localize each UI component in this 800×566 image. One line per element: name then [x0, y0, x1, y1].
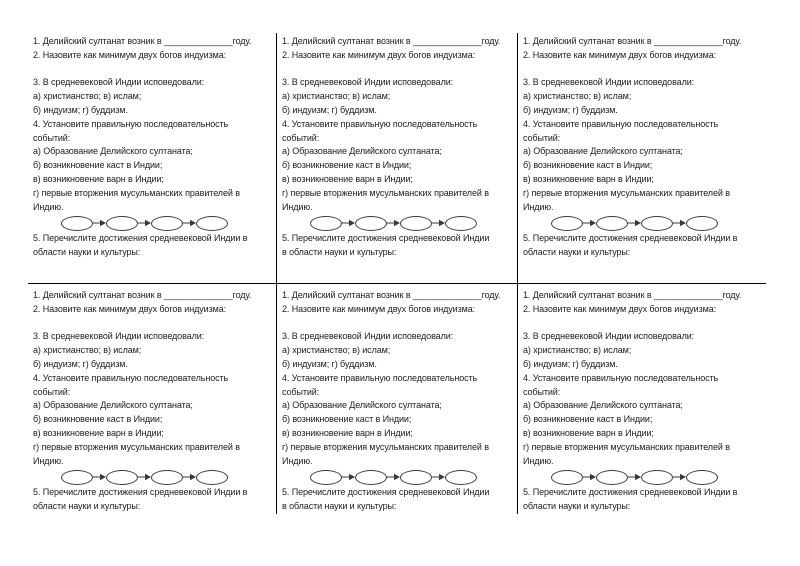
arrow-right-icon: [432, 215, 445, 231]
question-line: а) Образование Делийского султаната;: [33, 400, 193, 411]
question-line: б) индуизм; г) буддизм.: [33, 104, 128, 115]
question-line: области науки и культуры:: [33, 501, 141, 512]
question-line: а) христианство; в) ислам;: [33, 345, 142, 356]
cell-lines-top: [282, 35, 515, 214]
question-line: событий:: [523, 132, 561, 143]
sequence-slot-ellipse: [61, 470, 93, 485]
arrow-right-icon: [183, 215, 196, 231]
cell-lines-bottom: [33, 486, 274, 514]
question-line: 4. Установите правильную последовательность: [523, 118, 719, 129]
arrow-right-icon: [628, 215, 641, 231]
arrow-right-icon: [583, 215, 596, 231]
question-line: событий:: [523, 386, 561, 397]
sequence-slot-ellipse: [400, 216, 432, 231]
question-line: в области науки и культуры:: [282, 501, 397, 512]
worksheet-cell: [28, 284, 277, 514]
question-line: а) Образование Делийского султаната;: [282, 146, 442, 157]
question-line: 3. В средневековой Индии исповедовали:: [33, 331, 205, 342]
sequence-slot-ellipse: [196, 216, 228, 231]
question-line: области науки и культуры:: [523, 247, 631, 258]
question-line: а) Образование Делийского султаната;: [282, 400, 442, 411]
blank-line: [523, 63, 764, 77]
worksheet-cell: [28, 33, 277, 284]
arrow-right-icon: [138, 469, 151, 485]
question-line: г) первые вторжения мусульманских правителей в: [523, 441, 730, 452]
question-line: б) индуизм; г) буддизм.: [282, 104, 377, 115]
question-line: 2. Назовите как минимум двух богов индуизма:: [33, 303, 227, 314]
question-line: событий:: [282, 132, 320, 143]
question-line: а) христианство; в) ислам;: [282, 345, 391, 356]
sequence-slot-ellipse: [641, 470, 673, 485]
sequence-slot-ellipse: [196, 470, 228, 485]
cell-lines-bottom: [282, 486, 515, 514]
question-line: 4. Установите правильную последовательность: [33, 372, 229, 383]
question-line: 5. Перечислите достижения средневековой Индии: [282, 233, 490, 244]
question-line: 5. Перечислите достижения средневековой Индии в: [33, 487, 248, 498]
cell-lines-bottom: [282, 232, 515, 260]
question-line: 1. Делийский султанат возник в ______________году.: [523, 290, 742, 300]
arrow-right-icon: [387, 469, 400, 485]
question-line: в) возникновение варн в Индии;: [33, 173, 164, 184]
cell-lines-bottom: [523, 232, 764, 260]
question-line: 3. В средневековой Индии исповедовали:: [282, 331, 454, 342]
question-line: событий:: [282, 386, 320, 397]
arrow-right-icon: [342, 215, 355, 231]
question-line: 5. Перечислите достижения средневековой Индии в: [523, 233, 738, 244]
arrow-right-icon: [583, 469, 596, 485]
question-line: 1. Делийский султанат возник в ______________году.: [523, 36, 742, 46]
question-line: Индию.: [282, 201, 313, 212]
sequence-diagram: [551, 468, 764, 486]
question-line: 2. Назовите как минимум двух богов индуизма:: [282, 49, 476, 60]
arrow-right-icon: [342, 469, 355, 485]
cell-lines-top: [282, 289, 515, 468]
question-line: 3. В средневековой Индии исповедовали:: [523, 77, 695, 88]
question-line: г) первые вторжения мусульманских правителей в: [523, 187, 730, 198]
question-line: 4. Установите правильную последовательность: [282, 372, 478, 383]
question-line: событий:: [33, 386, 71, 397]
arrow-right-icon: [183, 469, 196, 485]
question-line: 4. Установите правильную последовательность: [33, 118, 229, 129]
arrow-right-icon: [93, 469, 106, 485]
question-line: в) возникновение варн в Индии;: [33, 427, 164, 438]
question-line: в) возникновение варн в Индии;: [282, 427, 413, 438]
sequence-slot-ellipse: [641, 216, 673, 231]
question-line: Индию.: [523, 455, 554, 466]
sequence-slot-ellipse: [151, 470, 183, 485]
question-line: 3. В средневековой Индии исповедовали:: [33, 77, 205, 88]
sequence-slot-ellipse: [400, 470, 432, 485]
question-line: б) индуизм; г) буддизм.: [282, 358, 377, 369]
sequence-slot-ellipse: [355, 216, 387, 231]
arrow-right-icon: [628, 469, 641, 485]
cell-lines-top: [33, 35, 274, 214]
blank-line: [282, 63, 515, 77]
sequence-diagram: [551, 214, 764, 232]
question-line: г) первые вторжения мусульманских правителей в: [33, 441, 240, 452]
sequence-slot-ellipse: [686, 470, 718, 485]
sequence-slot-ellipse: [151, 216, 183, 231]
question-line: 4. Установите правильную последовательность: [282, 118, 478, 129]
question-line: 2. Назовите как минимум двух богов индуизма:: [523, 303, 717, 314]
cell-lines-top: [523, 35, 764, 214]
question-line: а) христианство; в) ислам;: [33, 91, 142, 102]
worksheet-cell: [277, 33, 518, 284]
question-line: Индию.: [282, 455, 313, 466]
sequence-slot-ellipse: [355, 470, 387, 485]
question-line: б) возникновение каст в Индии;: [33, 414, 163, 425]
question-line: Индию.: [33, 455, 64, 466]
sequence-diagram: [61, 468, 274, 486]
blank-line: [282, 317, 515, 331]
question-line: 2. Назовите как минимум двух богов индуизма:: [33, 49, 227, 60]
question-line: в) возникновение варн в Индии;: [282, 173, 413, 184]
question-line: а) Образование Делийского султаната;: [523, 400, 683, 411]
question-line: 3. В средневековой Индии исповедовали:: [523, 331, 695, 342]
question-line: б) индуизм; г) буддизм.: [33, 358, 128, 369]
sequence-slot-ellipse: [686, 216, 718, 231]
blank-line: [523, 317, 764, 331]
question-line: 5. Перечислите достижения средневековой Индии в: [33, 233, 248, 244]
question-line: г) первые вторжения мусульманских правителей в: [282, 187, 489, 198]
question-line: в области науки и культуры:: [282, 247, 397, 258]
arrow-right-icon: [138, 215, 151, 231]
sequence-diagram: [61, 214, 274, 232]
sequence-slot-ellipse: [445, 470, 477, 485]
worksheet-cell: [518, 284, 766, 514]
question-line: области науки и культуры:: [523, 501, 631, 512]
cell-lines-bottom: [33, 232, 274, 260]
question-line: 4. Установите правильную последовательность: [523, 372, 719, 383]
question-line: б) возникновение каст в Индии;: [523, 414, 653, 425]
sequence-slot-ellipse: [106, 216, 138, 231]
sequence-diagram: [310, 468, 515, 486]
sequence-slot-ellipse: [310, 470, 342, 485]
question-line: б) возникновение каст в Индии;: [33, 160, 163, 171]
blank-line: [33, 63, 274, 77]
question-line: а) христианство; в) ислам;: [282, 91, 391, 102]
question-line: 3. В средневековой Индии исповедовали:: [282, 77, 454, 88]
question-line: 1. Делийский султанат возник в ______________году.: [282, 36, 501, 46]
cell-lines-top: [523, 289, 764, 468]
question-line: а) Образование Делийского султаната;: [33, 146, 193, 157]
question-line: 2. Назовите как минимум двух богов индуизма:: [282, 303, 476, 314]
question-line: 1. Делийский султанат возник в ______________году.: [282, 290, 501, 300]
question-line: б) индуизм; г) буддизм.: [523, 358, 618, 369]
question-line: б) возникновение каст в Индии;: [282, 414, 412, 425]
worksheet-cell: [277, 284, 518, 514]
sequence-slot-ellipse: [551, 216, 583, 231]
arrow-right-icon: [93, 215, 106, 231]
question-line: в) возникновение варн в Индии;: [523, 427, 654, 438]
arrow-right-icon: [387, 215, 400, 231]
question-line: б) возникновение каст в Индии;: [523, 160, 653, 171]
blank-line: [33, 317, 274, 331]
sequence-slot-ellipse: [596, 216, 628, 231]
worksheet-grid: [28, 33, 766, 514]
sequence-slot-ellipse: [106, 470, 138, 485]
question-line: 1. Делийский султанат возник в ______________году.: [33, 290, 252, 300]
question-line: Индию.: [33, 201, 64, 212]
question-line: 2. Назовите как минимум двух богов индуизма:: [523, 49, 717, 60]
question-line: в) возникновение варн в Индии;: [523, 173, 654, 184]
worksheet-cell: [518, 33, 766, 284]
sequence-slot-ellipse: [551, 470, 583, 485]
question-line: событий:: [33, 132, 71, 143]
question-line: 5. Перечислите достижения средневековой Индии в: [523, 487, 738, 498]
question-line: б) возникновение каст в Индии;: [282, 160, 412, 171]
question-line: а) христианство; в) ислам;: [523, 91, 632, 102]
question-line: б) индуизм; г) буддизм.: [523, 104, 618, 115]
question-line: области науки и культуры:: [33, 247, 141, 258]
question-line: 5. Перечислите достижения средневековой Индии: [282, 487, 490, 498]
arrow-right-icon: [673, 215, 686, 231]
sequence-slot-ellipse: [445, 216, 477, 231]
question-line: г) первые вторжения мусульманских правителей в: [282, 441, 489, 452]
sequence-diagram: [310, 214, 515, 232]
sequence-slot-ellipse: [61, 216, 93, 231]
question-line: а) Образование Делийского султаната;: [523, 146, 683, 157]
question-line: г) первые вторжения мусульманских правителей в: [33, 187, 240, 198]
question-line: а) христианство; в) ислам;: [523, 345, 632, 356]
arrow-right-icon: [673, 469, 686, 485]
cell-lines-bottom: [523, 486, 764, 514]
cell-lines-top: [33, 289, 274, 468]
arrow-right-icon: [432, 469, 445, 485]
question-line: 1. Делийский султанат возник в ______________году.: [33, 36, 252, 46]
sequence-slot-ellipse: [596, 470, 628, 485]
question-line: Индию.: [523, 201, 554, 212]
sequence-slot-ellipse: [310, 216, 342, 231]
